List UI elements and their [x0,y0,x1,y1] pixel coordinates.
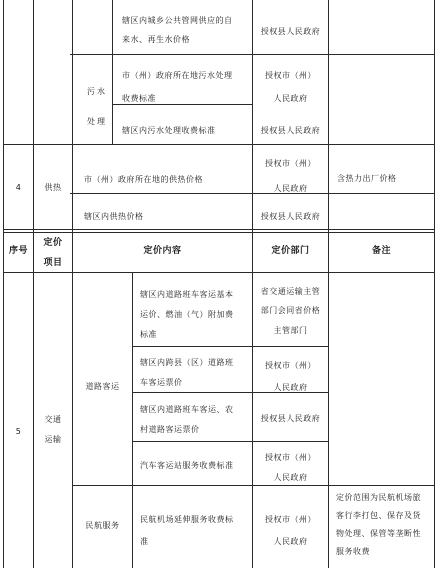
dept-text: 授权市（州） [265,515,316,524]
header-no: 序号 [8,246,28,256]
dept-text: 主管部门 [273,326,308,335]
dept-text: 人民政府 [273,94,308,103]
note-text: 客行李打包、保存及货 [336,511,421,520]
dept-text: 授权县人民政府 [260,414,321,423]
grid-line [434,0,435,568]
content-text: 辖区内道路班车客运、农 [140,405,234,414]
content-text: 准 [140,537,149,546]
dept-text: 人民政府 [273,537,308,546]
note-text: 物处理、保管等垄断性 [336,529,421,538]
sub-item-label: 道路客运 [85,382,120,391]
dept-text: 授权县人民政府 [260,212,321,221]
grid-line [72,0,73,568]
dept-text: 授权县人民政府 [260,126,321,135]
item-label: 处理 [87,117,107,126]
item-label: 交通 [44,415,62,424]
item-label: 运输 [44,435,62,444]
header-item: 项目 [43,258,63,268]
dept-text: 人民政府 [273,473,308,482]
header-item: 定价 [43,238,63,248]
grid-line [33,0,34,568]
item-label: 供热 [44,183,62,192]
dept-text: 人民政府 [273,184,308,193]
grid-line [112,0,113,144]
grid-line [132,441,328,442]
content-text: 民航机场延伸服务收费标 [140,515,234,524]
dept-text: 部门会同省价格 [260,306,321,315]
grid-line [132,346,328,347]
dept-text: 省交通运输主管 [260,287,321,296]
dept-text: 授权市（州） [265,453,316,462]
item-label: 污水 [87,87,107,96]
content-text: 标准 [140,330,157,339]
grid-line [3,0,4,568]
content-text: 辖区内道路班车客运基本 [140,290,234,299]
note-text: 服务收费 [336,547,370,556]
header-content: 定价内容 [143,246,182,256]
note-text: 含热力出厂价格 [337,174,397,183]
sub-item-label: 民航服务 [85,521,120,530]
content-text: 市（州）政府所在地污水处理 [122,71,233,80]
content-text: 辖区内供热价格 [84,212,144,221]
content-text: 汽车客运站服务收费标准 [140,461,234,470]
grid-line [3,229,435,230]
dept-text: 人民政府 [273,383,308,392]
content-text: 辖区内跨县（区）道路班 [140,358,234,367]
grid-line [3,144,435,145]
content-text: 收费标准 [122,94,156,103]
content-text: 来水、再生水价格 [122,35,190,44]
content-text: 辖区内城乡公共管网供应的自 [122,16,233,25]
dept-text: 授权市（州） [265,159,316,168]
note-text: 定价范围为民航机场旅 [336,493,421,502]
header-dept: 定价部门 [271,246,310,256]
grid-line [132,272,133,568]
row-number: 4 [15,183,22,192]
row-number: 5 [15,427,22,436]
grid-line [328,0,329,568]
dept-text: 授权县人民政府 [260,27,321,36]
content-text: 运价、燃油（气）附加费 [140,310,234,319]
header-note: 备注 [371,246,391,256]
dept-text: 授权市（州） [265,71,316,80]
content-text: 车客运票价 [140,378,183,387]
content-text: 市（州）政府所在地的供热价格 [84,175,203,184]
content-text: 辖区内污水处理收费标准 [122,126,216,135]
content-text: 村道路客运票价 [140,425,200,434]
dept-text: 授权市（州） [265,361,316,370]
